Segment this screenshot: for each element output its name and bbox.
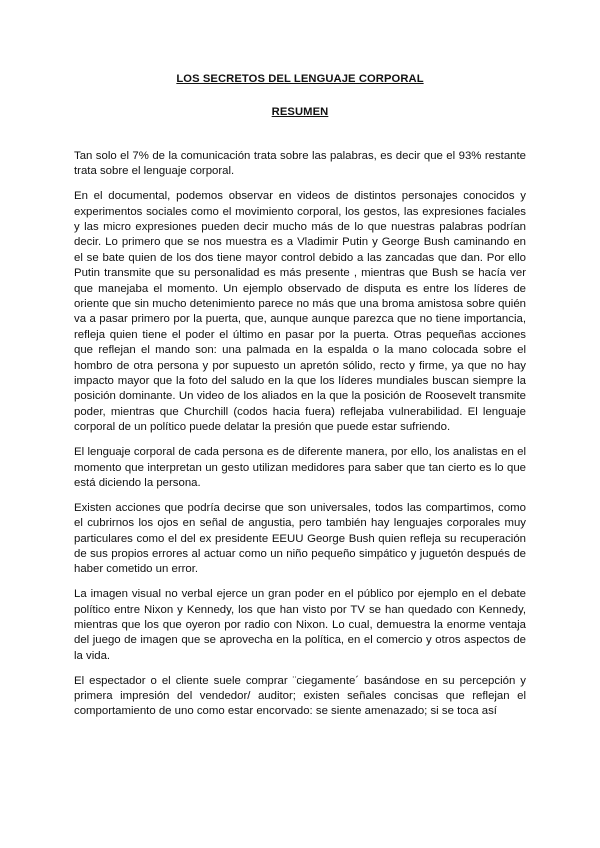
paragraph: En el documental, podemos observar en videos de distintos personajes conocidos y experimentos sociales como el movimiento corporal, los gestos, las expresiones faciales y las micro expresiones pueden decir mucho más de lo que nuestras palabras podrían decir. Lo primero que se nos muestra es a Vladimir Putin y George Bush caminando en el se bate quien de los dos tiene mayor control debido a las zancadas que dan. Por ello Putin transmite que su personalidad es más presente , mientras que Bush se hacía ver que manejaba el momento. Un ejemplo observado de disputa es entre los líderes de oriente que sin mucho detenimiento parece no más que una broma amistosa sobre quién va a pasar primero por la puerta, que, aunque aunque parezca que no tiene importancia, refleja quien tiene el poder el último en pasar por la puerta. Otras pequeñas acciones que reflejan el mando son: una palmada en la espalda o la mano colocada sobre el hombro de otra persona y por supuesto un apretón sólido, recto y firme, ya que no hay impacto mayor que la foto del saludo en la que los líderes mundiales buscan siempre la posición dominante. Un video de los aliados en la que la posición de Roosevelt transmite poder, mientras que Churchill (codos hacia fuera) reflejaba vulnerabilidad. El lenguaje corporal de un político puede delatar la presión que puede estar sufriendo. [74,190,526,434]
document-subtitle: RESUMEN [271,106,329,118]
document-body [74,149,526,729]
paragraph: Existen acciones que podría decirse que son universales, todos las compartimos, como el cubrirnos los ojos en señal de angustia, pero también hay lenguajes corporales muy particulares como el del ex presidente EEUU George Bush quien refleja su recuperación de sus propios errores al actuar como un niño pequeño simpático y juguetón después de haber cometido un error. [74,501,526,576]
document-title: LOS SECRETOS DEL LENGUAJE CORPORAL [176,73,424,85]
paragraph: La imagen visual no verbal ejerce un gran poder en el público por ejemplo en el debate político entre Nixon y Kennedy, los que han visto por TV se han quedado con Kennedy, mientras que los que oyeron por radio con Nixon. Lo cual, demuestra la enorme ventaja del juego de imagen que se aprovecha en la política, en el comercio y otros aspectos de la vida. [74,588,526,662]
paragraph: El espectador o el cliente suele comprar ¨ciegamente´ basándose en su percepción y primera impresión del vendedor/ auditor; existen señales concisas que reflejan el comportamiento de uno como estar encorvado: se siente amenazado; si se toca así [74,674,526,718]
paragraph: El lenguaje corporal de cada persona es de diferente manera, por ello, los analistas en el momento que interpretan un gesto utilizan medidores para saber que tan cierto es lo que está diciendo la persona. [74,446,526,489]
paragraph: Tan solo el 7% de la comunicación trata sobre las palabras, es decir que el 93% restante trata sobre el lenguaje corporal. [74,150,526,178]
